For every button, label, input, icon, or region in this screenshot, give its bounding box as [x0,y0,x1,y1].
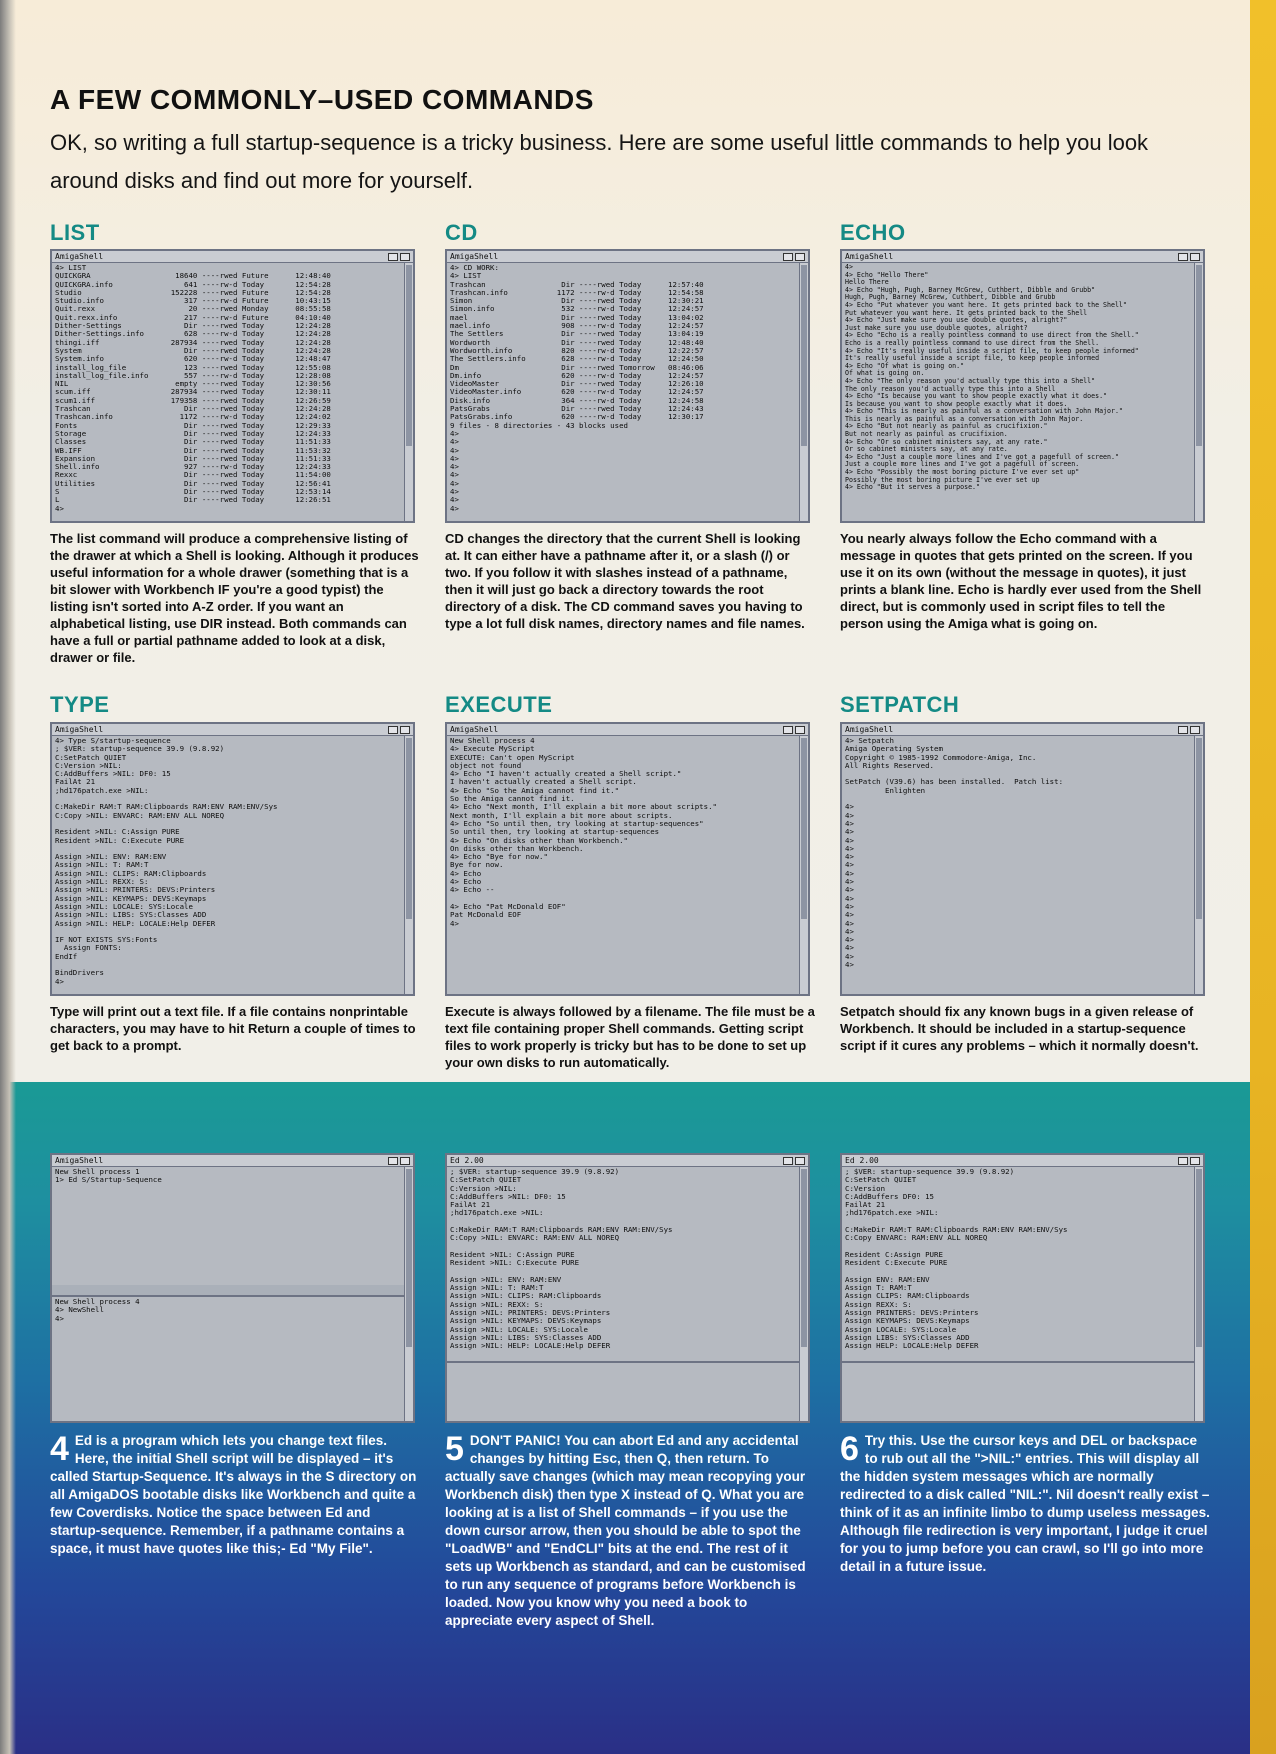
depth-gadget-icon [400,726,410,734]
intro-text: OK, so writing a full startup-sequence is a tricky business. Here are some useful little commands to help you look around disks and find out more for yourself. [50,130,1149,193]
window-title: Ed 2.00 [450,1156,484,1165]
list-heading: LIST [50,220,100,245]
list-caption: The list command will produce a comprehensive listing of the drawer at which a Shell is looking. Although it produces useful information for a whole drawer (something that is a bit slower with Workbench IF you're a good typist) the listing isn't sorted into A-Z order. If you want an alphabetical listing, use DIR instead. Both commands can have a full or partial pathname added to look at a disk, drawer or file. [50,531,419,665]
shell-text: 4> LIST QUICKGRA 18640 ----rwed Future 12:48:40 QUICKGRA.info 641 ----rw-d Today 12:54:28 Studio 152228 ----rwed Future 12:54:28 Studio.info 317 ----rw-d Future 10:43:15 Quit.rexx 20 ----rwed Monday 08:55:58 Quit.rexx.info 217 ----rw-d Future 04:10:40 Dither-Settings Dir ----rwed Today 12:24:28 Dither-Settings.info 628 ----rw-d Today 12:24:28 thingi.iff 287934 ----rwed Today 12:24:28 System Dir ----rwed Today 12:24:28 System.info 620 ----rw-d Today 12:48:47 install_log_file 123 ----rwed Today 12:55:08 install_log_file.info 557 ----rw-d Today 12:28:08 NIL empty ----rwed Today 12:30:56 scum.iff 287934 ----rwed Today 12:30:11 scum1.iff 179358 ----rwed Today 12:26:59 Trashcan Dir ----rwed Today 12:24:28 Trashcan.info 1172 ----rw-d Today 12:24:02 Fonts Dir ----rwed Today 12:29:33 Storage Dir ----rwed Today 12:24:33 Classes Dir ----rwed Today 11:51:33 WB.IFF Dir ----rwed Today 11:53:32 Expansion Dir ----rwed Today 11:51:33 Shell.info 927 ----rw-d Today 12:24:33 Rexxc Dir ----rwed Today 11:54:00 Utilities Dir ----rwed Today 12:56:41 S Dir ----rwed Today 12:53:14 L Dir ----rwed Today 12:26:51 4> [55,264,331,513]
cd-shell-window [445,249,810,523]
step4-shell-window [50,1153,415,1423]
step4-caption [50,1432,422,1558]
depth-gadget-icon [1190,1157,1200,1165]
editor-text [842,1167,1195,1363]
window-titlebar [447,251,808,263]
depth-gadget-icon [795,253,805,261]
depth-gadget-icon [400,253,410,261]
window-title: Ed 2.00 [845,1156,879,1165]
page-edge [1250,0,1276,1754]
setpatch-heading: SETPATCH [840,692,960,717]
step-text: Ed is a program which lets you change text files. Here, the initial Shell script will be displayed – it's called Startup-Sequence. It's always in the S directory on all AmigaDOS bootable disks like Workbench and quite a few Coverdisks. Notice the space between Ed and startup-sequence. Remember, if a pathname contains a space, it must have quotes like this;- Ed "My File". [50,1433,417,1556]
window-titlebar [842,251,1203,263]
window-title: AmigaShell [845,252,894,261]
window-title: AmigaShell [450,725,499,734]
window-titlebar [52,1155,413,1167]
page-spine [0,0,16,1754]
window-controls [783,726,805,734]
shell-text: 4> CD WORK: 4> LIST Trashcan Dir ----rwed Today 12:57:40 Trashcan.info 1172 ----rw-d Today 12:54:58 Simon Dir ----rwed Today 12:30:21 Simon.info 532 ----rw-d Today 12:24:57 mael Dir ----rwed Today 13:04:02 mael.info 908 ----rw-d Today 12:24:57 The Settlers Dir ----rwed Today 13:04:19 Wordworth Dir ----rwed Today 12:48:40 Wordworth.info 820 ----rw-d Today 12:22:57 The Settlers.info 628 ----rw-d Today 12:24:50 Dm Dir ----rwed Tomorrow 08:46:06 Dm.info 620 ----rw-d Today 12:24:57 VideoMaster Dir ----rwed Today 12:26:10 VideoMaster.info 620 ----rw-d Today 12:24:57 Disk.info 364 ----rw-d Today 12:24:58 PatsGrabs Dir ----rwed Today 12:24:43 PatsGrabs.info 620 ----rw-d Today 12:30:17 9 files - 8 directories - 43 blocks used 4> 4> 4> 4> 4> 4> 4> 4> 4> 4> [450,264,704,513]
window-title: AmigaShell [450,252,499,261]
depth-gadget-icon [1190,253,1200,261]
window-titlebar [52,251,413,263]
editor-lines: ; $VER: startup-sequence 39.9 (9.8.92) C:SetPatch QUIET C:Version C:AddBuffers DF0: 15 FailAt 21 ;hd176patch.exe >NIL: C:MakeDir RAM:T RAM:Clipboards RAM:ENV RAM:ENV/Sys C:Copy ENVARC: RAM:ENV ALL NOREQ Resident C:Assign PURE Resident C:Execute PURE Assign ENV: RAM:ENV Assign T: RAM:T Assign CLIPS: RAM:Clipboards Assign REXX: S: Assign PRINTERS: DEVS:Printers Assign KEYMAPS: DEVS:Keymaps Assign LOCALE: SYS:Locale Assign LIBS: SYS:Classes ADD Assign HELP: LOCALE:Help DEFER [845,1168,1068,1351]
step6-caption [840,1432,1212,1576]
step-text: DON'T PANIC! You can abort Ed and any accidental changes by hitting Esc, then Q, then return. To actually save changes (which may mean recopying your Workbench disk) then type X instead of Q. What you are looking at is a list of Shell commands – if you use the down cursor arrow, then you should be able to spot the "LoadWB" and "EndCLI" bits at the end. The rest of it sets up Workbench as standard, and can be customised to run any sequence of programs before Workbench is loaded. Now you know why you need a book to appreciate every aspect of Shell. [445,1433,806,1628]
zoom-gadget-icon [1178,726,1188,734]
shell-output [52,263,405,521]
setpatch-shell-window [840,722,1205,996]
editor-text [447,1167,800,1363]
window-titlebar [842,724,1203,736]
setpatch-caption: Setpatch should fix any known bugs in a given release of Workbench. It should be included in a startup-sequence script if it cures any problems – which it normally doesn't. [840,1004,1199,1053]
window-title: AmigaShell [55,1156,104,1165]
editor-empty-pane [447,1361,800,1421]
depth-gadget-icon [400,1157,410,1165]
window-controls [1178,253,1200,261]
execute-caption: Execute is always followed by a filename. The file must be a text file containing proper Shell commands. Getting script files to work properly is tricky but has to be done to set up your own disks to run automatically. [445,1004,815,1070]
zoom-gadget-icon [783,1157,793,1165]
shell-output [52,736,405,994]
execute-shell-window [445,722,810,996]
step5-ed-window [445,1153,810,1423]
scrollbar [404,1167,413,1421]
shell-text: 4> 4> Echo "Hello There" Hello There 4> Echo "Hugh, Pugh, Barney McGrew, Cuthbert, Dibble and Grubb" Hugh, Pugh, Barney McGrew, Cuthbert, Dibble and Grubb 4> Echo "Put whatever you want here. It gets printed back to the Shell" Put whatever you want here. It gets printed back to the Shell 4> Echo "Just make sure you use double quotes, alright?" Just make sure you use double quotes, alright? 4> Echo "Echo is a really pointless command to use direct from the Shell." Echo is a really pointless command to use direct from the Shell. 4> Echo "It's really useful inside a script file, to keep people informed" It's really useful inside a script file, to keep people informed 4> Echo "Of what is going on." Of what is going on. 4> Echo "The only reason you'd actually type this into a Shell" The only reason you'd actually type this into a Shell 4> Echo "Is because you want to show people exactly what it does." Is because you want to show people exactly what it does. 4> Echo "This is nearly as painful as a conversation with John Major." This is nearly as painful as a conversation with John Major. 4> Echo "But not nearly as painful as crucifixion." But not nearly as painful as crucifixion. 4> Echo "Or so cabinet ministers say, at any rate." Or so cabinet ministers say, at any rate. 4> Echo "Just a couple more lines and I've got a pagefull of screen." Just a couple more lines and I've got a pagefull of screen. 4> Echo "Possibly the most boring picture I've ever set up" Possibly the most boring picture I've ever set up 4> Echo "But it serves a purpose." [845,264,1139,492]
zoom-gadget-icon [388,1157,398,1165]
zoom-gadget-icon [783,253,793,261]
scrollbar [799,736,808,994]
step-number: 4 [50,1430,69,1468]
scrollbar [1194,263,1203,521]
zoom-gadget-icon [388,726,398,734]
window-title: AmigaShell [845,725,894,734]
execute-heading: EXECUTE [445,692,553,717]
window-controls [388,1157,410,1165]
shell-output [447,263,800,521]
zoom-gadget-icon [1178,253,1188,261]
scrollbar [799,263,808,521]
shell-text: New Shell process 4 4> Execute MyScript EXECUTE: Can't open MyScript object not found 4> Echo "I haven't actually created a Shell script." I haven't actually created a Shell script. 4> Echo "So the Amiga cannot find it." So the Amiga cannot find it. 4> Echo "Next month, I'll explain a bit more about scripts." Next month, I'll explain a bit more about scripts. 4> Echo "So until then, try looking at startup-sequences" So until then, try looking at startup-sequences 4> Echo "On disks other than Workbench." On disks other than Workbench. 4> Echo "Bye for now." Bye for now. 4> Echo 4> Echo 4> Echo -- 4> Echo "Pat McDonald EOF" Pat McDonald EOF 4> [450,737,717,928]
window-controls [1178,1157,1200,1165]
scrollbar [404,736,413,994]
shell-text: 4> Type S/startup-sequence ; $VER: startup-sequence 39.9 (9.8.92) C:SetPatch QUIET C:Version >NIL: C:AddBuffers >NIL: DF0: 15 FailAt 21 ;hd176patch.exe >NIL: C:MakeDir RAM:T RAM:Clipboards RAM:ENV RAM:ENV/Sys C:Copy >NIL: ENVARC: RAM:ENV ALL NOREQ Resident >NIL: C:Assign PURE Resident >NIL: C:Execute PURE Assign >NIL: ENV: RAM:ENV Assign >NIL: T: RAM:T Assign >NIL: CLIPS: RAM:Clipboards Assign >NIL: REXX: S: Assign >NIL: PRINTERS: DEVS:Printers Assign >NIL: KEYMAPS: DEVS:Keymaps Assign >NIL: LOCALE: SYS:Locale Assign >NIL: LIBS: SYS:Classes ADD Assign >NIL: HELP: LOCALE:Help DEFER IF NOT EXISTS SYS:Fonts Assign FONTS: EndIf BindDrivers 4> [55,737,278,986]
shell-output [447,736,800,994]
step6-ed-window [840,1153,1205,1423]
window-titlebar [447,724,808,736]
shell-text: 4> Setpatch Amiga Operating System Copyright © 1985-1992 Commodore-Amiga, Inc. All Rights Reserved. SetPatch (V39.6) has been installed. Patch list: Enlighten 4> 4> 4> 4> 4> 4> 4> 4> 4> 4> 4> 4> 4> 4> 4> 4> 4> 4> 4> 4> [845,737,1064,970]
type-caption: Type will print out a text file. If a file contains nonprintable characters, you may have to hit Return a couple of times to get back to a prompt. [50,1004,416,1053]
step5-caption [445,1432,817,1630]
depth-gadget-icon [795,1157,805,1165]
type-shell-window [50,722,415,996]
list-shell-window [50,249,415,523]
shell-text: New Shell process 1 1> Ed S/Startup-Sequence [55,1168,162,1185]
window-controls [1178,726,1200,734]
window-controls [783,1157,805,1165]
window-controls [388,253,410,261]
editor-empty-pane [842,1361,1195,1421]
zoom-gadget-icon [783,726,793,734]
second-shell-pane [52,1295,405,1421]
scrollbar [1194,1167,1203,1421]
cd-caption: CD changes the directory that the current Shell is looking at. It can either have a pathname after it, or a slash (/) or two. If you follow it with slashes instead of a pathname, then it will just go back a directory towards the root directory of a disk. The CD command saves you having to type a lot full disk names, directory names and file names. [445,531,805,631]
window-title: AmigaShell [55,252,104,261]
window-title: AmigaShell [55,725,104,734]
window-titlebar [842,1155,1203,1167]
scrollbar [404,263,413,521]
scrollbar [1194,736,1203,994]
cd-heading: CD [445,220,478,245]
window-controls [783,253,805,261]
scrollbar [799,1167,808,1421]
shell-output [842,263,1195,521]
zoom-gadget-icon [1178,1157,1188,1165]
page-title: A FEW COMMONLY–USED COMMANDS [50,84,594,115]
echo-heading: ECHO [840,220,906,245]
step-number: 5 [445,1430,464,1468]
window-titlebar [52,724,413,736]
echo-caption: You nearly always follow the Echo command with a message in quotes that gets printed on the screen. If you use it on its own (without the message in quotes), it just prints a blank line. Echo is hardly ever used from the Shell direct, but is commonly used in script files to tell the person using the Amiga what is going on. [840,531,1202,631]
shell-text: New Shell process 4 4> NewShell 4> [55,1298,140,1323]
window-controls [388,726,410,734]
shell-output [52,1167,405,1285]
depth-gadget-icon [795,726,805,734]
editor-lines: ; $VER: startup-sequence 39.9 (9.8.92) C:SetPatch QUIET C:Version >NIL: C:AddBuffers >NIL: DF0: 15 FailAt 21 ;hd176patch.exe >NIL: C:MakeDir RAM:T RAM:Clipboards RAM:ENV RAM:ENV/Sys C:Copy >NIL: ENVARC: RAM:ENV ALL NOREQ Resident >NIL: C:Assign PURE Resident >NIL: C:Execute PURE Assign >NIL: ENV: RAM:ENV Assign >NIL: T: RAM:T Assign >NIL: CLIPS: RAM:Clipboards Assign >NIL: REXX: S: Assign >NIL: PRINTERS: DEVS:Printers Assign >NIL: KEYMAPS: DEVS:Keymaps Assign >NIL: LOCALE: SYS:Locale Assign >NIL: LIBS: SYS:Classes ADD Assign >NIL: HELP: LOCALE:Help DEFER [450,1168,673,1351]
step-text: Try this. Use the cursor keys and DEL or backspace to rub out all the ">NIL:" entries. This will display all the hidden system messages which are normally redirected to a disk called "NIL:". Nil doesn't really exist – think of it as an infinite limbo to dump useless messages. Although file redirection is very important, I judge it cruel for you to jump before you can crawl, so I'll go into more detail in a future issue. [840,1433,1210,1574]
type-heading: TYPE [50,692,110,717]
zoom-gadget-icon [388,253,398,261]
depth-gadget-icon [1190,726,1200,734]
echo-shell-window [840,249,1205,523]
window-titlebar [447,1155,808,1167]
shell-output [842,736,1195,994]
step-number: 6 [840,1430,859,1468]
